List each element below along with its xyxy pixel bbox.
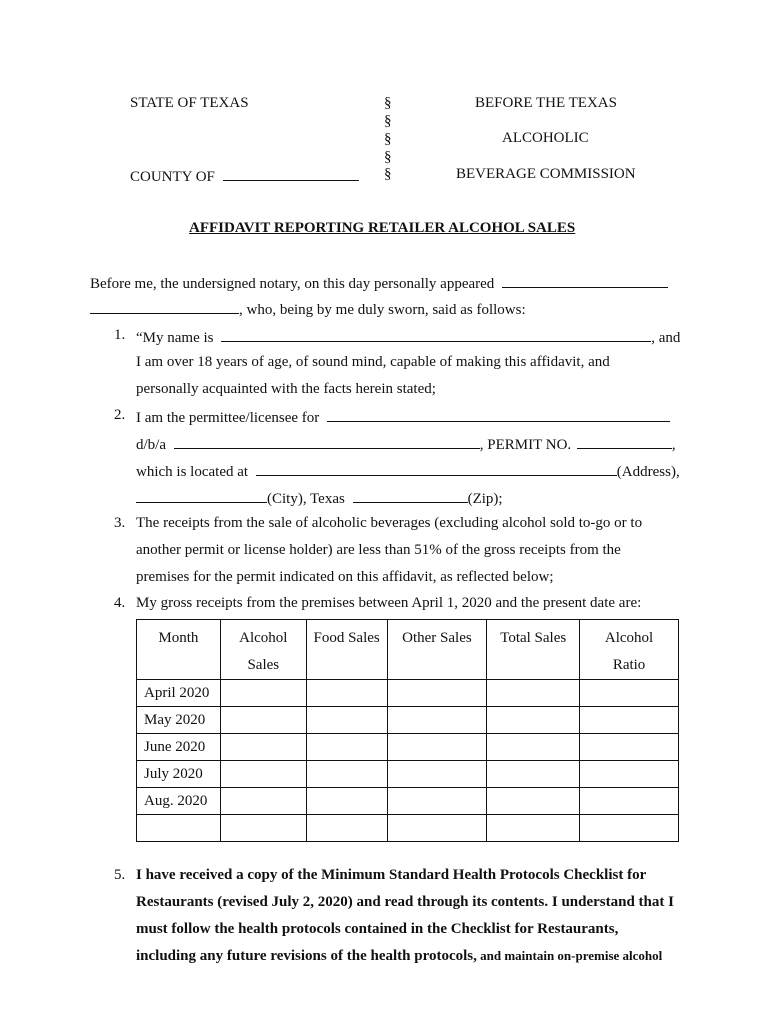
total-sales-cell[interactable] [487, 788, 580, 815]
item-5-text-b: and maintain on-premise alcohol [476, 948, 663, 963]
food-sales-cell[interactable] [306, 707, 387, 734]
intro-text-2: , who, being by me duly sworn, said as follows: [239, 302, 526, 318]
item-1-text: “My name is [136, 330, 214, 346]
other-sales-cell[interactable] [387, 734, 487, 761]
section-sign: § [384, 113, 392, 129]
dba-blank[interactable] [174, 435, 480, 449]
header-text: Month [158, 630, 199, 646]
document-title: AFFIDAVIT REPORTING RETAILER ALCOHOL SALES [189, 220, 576, 236]
permit-no-label: , PERMIT NO. [479, 437, 572, 453]
permit-no-blank[interactable] [577, 435, 672, 449]
item-2-text: I am the permittee/licensee for [136, 410, 320, 426]
affiant-name-blank-1[interactable] [502, 274, 668, 288]
header-text: Sales [247, 657, 280, 673]
month-cell[interactable] [137, 815, 221, 842]
table-row [137, 734, 679, 761]
caption-right-line-1: BEFORE THE TEXAS [475, 95, 617, 111]
item-number: 3. [114, 515, 126, 531]
item-3-line-2: another permit or license holder) are less than 51% of the gross receipts from the [136, 542, 621, 558]
alcohol-ratio-cell[interactable] [580, 734, 679, 761]
header-other-sales [387, 620, 487, 680]
alcohol-ratio-cell[interactable] [580, 707, 679, 734]
address-blank[interactable] [256, 462, 617, 476]
located-label: which is located at [136, 464, 249, 480]
item-number: 5. [114, 867, 126, 883]
item-5-line-1: I have received a copy of the Minimum Standard Health Protocols Checklist for [136, 867, 647, 883]
section-sign: § [384, 166, 392, 182]
alcohol-ratio-cell[interactable] [580, 680, 679, 707]
header-alcohol-ratio [580, 620, 679, 680]
total-sales-cell[interactable] [487, 707, 580, 734]
month-cell: July 2020 [137, 761, 221, 788]
item-4-line-1: My gross receipts from the premises between April 1, 2020 and the present date are: [136, 595, 642, 611]
other-sales-cell[interactable] [387, 788, 487, 815]
permit-comma: , [671, 437, 676, 453]
table-row [137, 761, 679, 788]
address-label: (Address), [616, 464, 680, 480]
section-sign: § [384, 149, 392, 165]
my-name-blank[interactable] [221, 328, 651, 342]
food-sales-cell[interactable] [306, 815, 387, 842]
zip-label: (Zip); [467, 491, 503, 507]
total-sales-cell[interactable] [487, 761, 580, 788]
city-label: (City), Texas [267, 491, 345, 507]
permittee-blank[interactable] [327, 408, 670, 422]
state-label: STATE OF TEXAS [130, 95, 249, 111]
header-text: Alcohol [239, 630, 288, 646]
zip-blank[interactable] [353, 489, 468, 503]
other-sales-cell[interactable] [387, 761, 487, 788]
food-sales-cell[interactable] [306, 680, 387, 707]
header-text: Alcohol [604, 630, 654, 646]
item-5-line-3: must follow the health protocols contained in the Checklist for Restaurants, [136, 921, 619, 937]
alcohol-sales-cell[interactable] [220, 680, 306, 707]
alcohol-ratio-cell[interactable] [580, 788, 679, 815]
item-2-line-4 [136, 489, 503, 507]
other-sales-cell[interactable] [387, 680, 487, 707]
alcohol-ratio-cell[interactable] [580, 815, 679, 842]
item-1-line-3: personally acquainted with the facts herein stated; [136, 381, 436, 397]
item-2-line-1 [136, 408, 670, 426]
month-cell: June 2020 [137, 734, 221, 761]
item-1-line-2: I am over 18 years of age, of sound mind, capable of making this affidavit, and [136, 354, 610, 370]
item-3-line-3: premises for the permit indicated on this affidavit, as reflected below; [136, 569, 554, 585]
alcohol-ratio-cell[interactable] [580, 761, 679, 788]
table-header-row [137, 620, 679, 680]
total-sales-cell[interactable] [487, 734, 580, 761]
table-row [137, 815, 679, 842]
month-cell: Aug. 2020 [137, 788, 221, 815]
food-sales-cell[interactable] [306, 761, 387, 788]
header-month [137, 620, 221, 680]
item-1-line-1 [136, 328, 680, 346]
item-5-line-2: Restaurants (revised July 2, 2020) and read through its contents. I understand that I [136, 894, 674, 910]
item-number: 1. [114, 327, 126, 343]
alcohol-sales-cell[interactable] [220, 815, 306, 842]
alcohol-sales-cell[interactable] [220, 734, 306, 761]
item-1-and: , and [651, 330, 681, 346]
intro-text-1: Before me, the undersigned notary, on this day personally appeared [90, 276, 495, 292]
table-row [137, 707, 679, 734]
header-text: Ratio [612, 657, 646, 673]
section-sign: § [384, 131, 392, 147]
other-sales-cell[interactable] [387, 815, 487, 842]
city-blank[interactable] [136, 489, 267, 503]
food-sales-cell[interactable] [306, 734, 387, 761]
item-number: 4. [114, 595, 126, 611]
header-text: Total Sales [500, 630, 567, 646]
item-2-line-3 [136, 462, 680, 480]
county-label [130, 167, 359, 185]
item-5-text-a: including any future revisions of the health protocols, [136, 948, 477, 964]
table-row [137, 680, 679, 707]
food-sales-cell[interactable] [306, 788, 387, 815]
header-food-sales [306, 620, 387, 680]
other-sales-cell[interactable] [387, 707, 487, 734]
item-2-line-2 [136, 435, 676, 453]
total-sales-cell[interactable] [487, 815, 580, 842]
section-sign: § [384, 95, 392, 111]
total-sales-cell[interactable] [487, 680, 580, 707]
alcohol-sales-cell[interactable] [220, 761, 306, 788]
county-blank[interactable] [223, 167, 359, 181]
intro-line-1 [90, 274, 668, 292]
header-text: Other Sales [402, 630, 472, 646]
item-3-line-1: The receipts from the sale of alcoholic beverages (excluding alcohol sold to-go or to [136, 515, 643, 531]
header-text: Food Sales [313, 630, 380, 646]
item-5-line-4 [136, 949, 662, 964]
header-alcohol-sales [220, 620, 306, 680]
caption-right-line-3: BEVERAGE COMMISSION [456, 166, 636, 182]
month-cell: April 2020 [137, 680, 221, 707]
header-total-sales [487, 620, 580, 680]
alcohol-sales-cell[interactable] [220, 788, 306, 815]
table-row [137, 788, 679, 815]
dba-label: d/b/a [136, 437, 166, 453]
sales-table [136, 619, 679, 842]
caption-right-line-2: ALCOHOLIC [502, 130, 589, 146]
month-cell: May 2020 [137, 707, 221, 734]
item-number: 2. [114, 407, 126, 423]
county-label-text: COUNTY OF [130, 169, 215, 185]
alcohol-sales-cell[interactable] [220, 707, 306, 734]
affiant-name-blank-2[interactable] [90, 300, 239, 314]
intro-line-2 [90, 300, 526, 318]
